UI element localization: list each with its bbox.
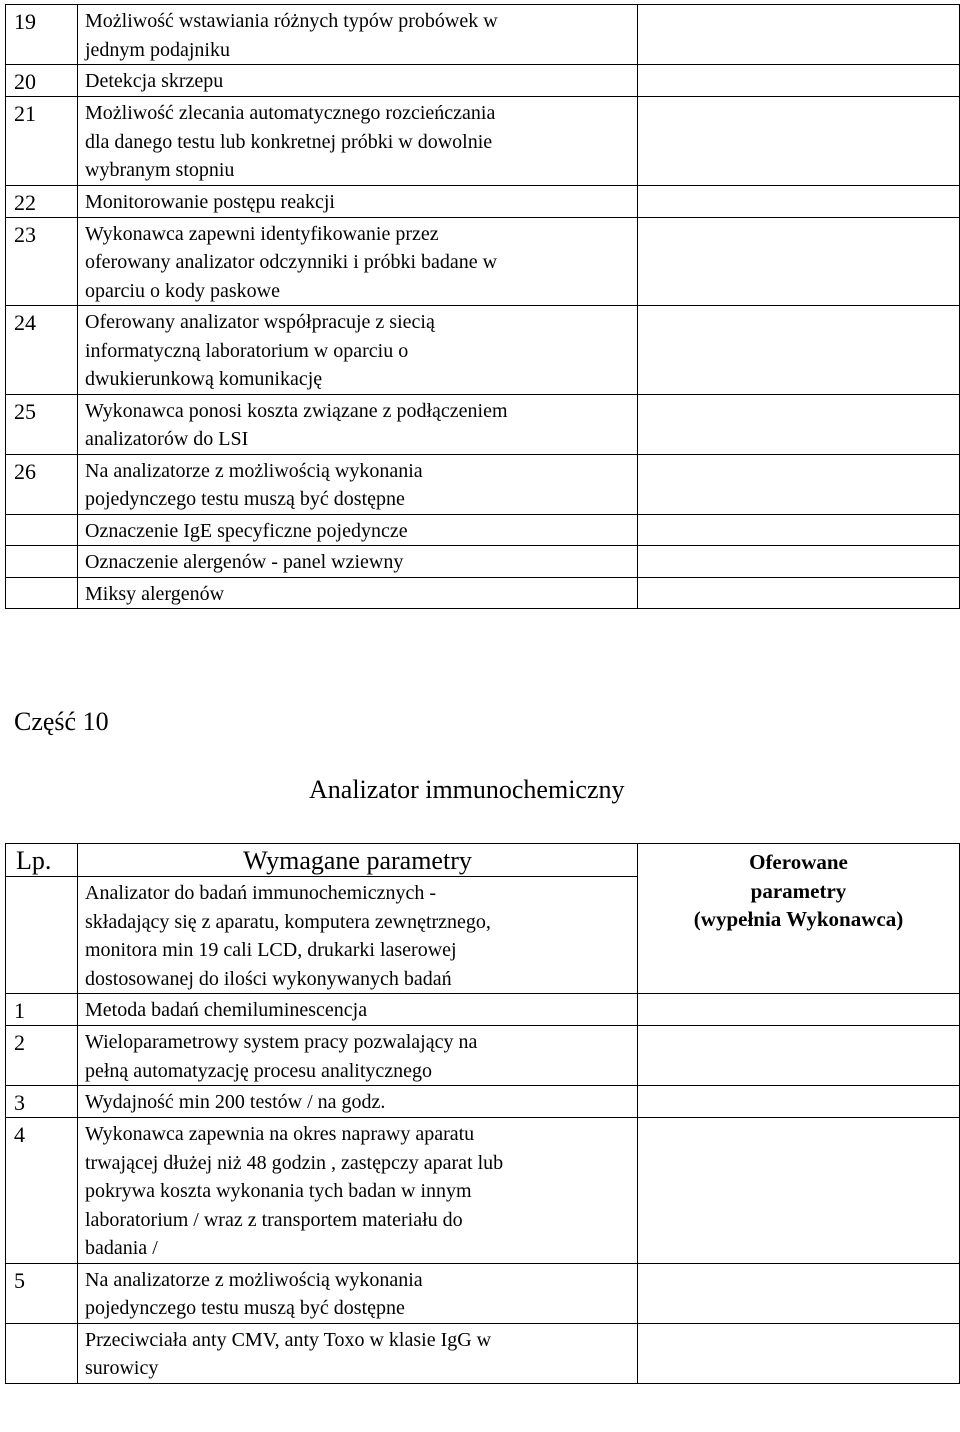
requirement-line: składający się z aparatu, komputera zewnętrznego,	[85, 910, 491, 933]
row-requirement	[78, 1118, 638, 1264]
offered-value-cell[interactable]	[638, 1026, 960, 1086]
requirement-line: Przeciwciała anty CMV, anty Toxo w klasie IgG w	[85, 1328, 492, 1351]
row-requirement	[78, 454, 638, 514]
requirement-line: Możliwość wstawiania różnych typów probówek w	[85, 10, 498, 32]
row-requirement	[78, 306, 638, 395]
row-requirement	[78, 514, 638, 546]
row-number	[6, 514, 78, 546]
requirement-line: Wieloparametrowy system pracy pozwalający na	[85, 1031, 478, 1053]
header-offered-line: parametry	[750, 878, 847, 903]
table-row	[6, 5, 960, 65]
row-number: 24	[6, 306, 78, 395]
table-row	[6, 1263, 960, 1323]
offered-value-cell[interactable]	[638, 994, 960, 1026]
table-row	[6, 577, 960, 609]
table-row	[6, 217, 960, 306]
requirement-line: laboratorium / wraz z transportem materiału do	[85, 1208, 463, 1231]
requirement-line: Miksy alergenów	[85, 582, 225, 605]
header-offered-line: (wypełnia Wykonawca)	[693, 907, 904, 931]
offered-value-cell[interactable]	[638, 1323, 960, 1383]
table-row	[6, 454, 960, 514]
table-row	[6, 65, 960, 97]
offered-value-cell[interactable]	[638, 65, 960, 97]
table-row	[6, 394, 960, 454]
header-required-parameters: Wymagane parametry	[78, 844, 638, 877]
table-row	[6, 514, 960, 546]
requirement-line: Detekcja skrzepu	[85, 70, 224, 92]
requirement-line: Analizator do badań immunochemicznych -	[85, 882, 436, 904]
row-number: 26	[6, 454, 78, 514]
row-requirement	[78, 185, 638, 217]
offered-value-cell[interactable]	[638, 185, 960, 217]
offered-value-cell[interactable]	[638, 217, 960, 306]
table-row	[6, 97, 960, 186]
requirements-table-part-10	[5, 843, 960, 1384]
requirement-line: Oznaczenie IgE specyficzne pojedyncze	[85, 519, 408, 542]
row-requirement	[78, 1086, 638, 1118]
header-lp: Lp.	[6, 844, 78, 877]
requirement-line: Możliwość zlecania automatycznego rozcieńczania	[85, 102, 496, 124]
row-requirement	[78, 394, 638, 454]
row-requirement	[78, 5, 638, 65]
header-offered-line: Oferowane	[749, 850, 848, 874]
requirement-line: Monitorowanie postępu reakcji	[85, 190, 335, 213]
table-row	[6, 1323, 960, 1383]
requirement-line: badania /	[85, 1237, 158, 1259]
offered-value-cell[interactable]	[638, 1118, 960, 1264]
offered-value-cell[interactable]	[638, 5, 960, 65]
requirement-line: Na analizatorze z możliwością wykonania	[85, 1268, 423, 1291]
requirement-line: jednym podajniku	[85, 38, 230, 61]
row-number: 22	[6, 185, 78, 217]
offered-value-cell[interactable]	[638, 1263, 960, 1323]
row-number: 25	[6, 394, 78, 454]
offered-value-cell[interactable]	[638, 394, 960, 454]
requirement-line: dla danego testu lub konkretnej próbki w dowolnie	[85, 130, 493, 153]
requirement-line: Metoda badań chemiluminescencja	[85, 999, 368, 1021]
requirement-line: surowicy	[85, 1357, 159, 1379]
requirement-line: analizatorów do LSI	[85, 428, 249, 450]
offered-value-cell[interactable]	[638, 306, 960, 395]
table-row	[6, 306, 960, 395]
section-title: Część 10	[14, 707, 109, 736]
requirement-line: Wykonawca zapewni identyfikowanie przez	[85, 222, 439, 245]
requirement-line: Na analizatorze z możliwością wykonania	[85, 459, 423, 482]
requirement-line: pojedynczego testu muszą być dostępne	[85, 1297, 405, 1319]
requirement-line: Oferowany analizator współpracuje z siecią	[85, 311, 435, 333]
row-number: 23	[6, 217, 78, 306]
row-number	[6, 577, 78, 609]
offered-value-cell[interactable]	[638, 454, 960, 514]
row-number	[6, 877, 78, 994]
requirement-line: dostosowanej do ilości wykonywanych badań	[85, 967, 452, 990]
requirement-line: pełną automatyzację procesu analitycznego	[85, 1059, 433, 1082]
requirement-line: oparciu o kody paskowe	[85, 279, 280, 302]
row-requirement	[78, 1263, 638, 1323]
row-requirement	[78, 877, 638, 994]
requirement-line: informatyczną laboratorium w oparciu o	[85, 339, 409, 362]
offered-value-cell[interactable]	[638, 1086, 960, 1118]
offered-value-cell[interactable]	[638, 546, 960, 578]
row-number	[6, 546, 78, 578]
requirement-line: wybranym stopniu	[85, 159, 235, 181]
requirement-line: dwukierunkową komunikację	[85, 368, 323, 390]
row-requirement	[78, 65, 638, 97]
row-requirement	[78, 1323, 638, 1383]
table-row	[6, 1118, 960, 1264]
header-offered-parameters	[638, 844, 960, 994]
table-row	[6, 1026, 960, 1086]
offered-value-cell[interactable]	[638, 97, 960, 186]
table-row	[6, 546, 960, 578]
requirement-line: monitora min 19 cali LCD, drukarki laserowej	[85, 939, 457, 961]
table-row	[6, 185, 960, 217]
row-number: 1	[6, 994, 78, 1026]
requirement-line: trwającej dłużej niż 48 godzin , zastępczy aparat lub	[85, 1151, 504, 1174]
analyzer-title: Analizator immunochemiczny	[309, 775, 625, 804]
row-requirement	[78, 217, 638, 306]
offered-value-cell[interactable]	[638, 577, 960, 609]
row-number: 4	[6, 1118, 78, 1264]
requirement-line: pokrywa koszta wykonania tych badan w innym	[85, 1180, 472, 1202]
row-number: 3	[6, 1086, 78, 1118]
requirement-line: Wydajność min 200 testów / na godz.	[85, 1091, 386, 1113]
requirement-line: Wykonawca ponosi koszta związane z podłączeniem	[85, 399, 508, 422]
row-requirement	[78, 97, 638, 186]
requirement-line: oferowany analizator odczynniki i próbki badane w	[85, 251, 498, 273]
table-row	[6, 994, 960, 1026]
requirement-line: pojedynczego testu muszą być dostępne	[85, 488, 405, 510]
row-requirement	[78, 577, 638, 609]
row-number: 2	[6, 1026, 78, 1086]
row-number: 5	[6, 1263, 78, 1323]
row-requirement	[78, 1026, 638, 1086]
requirement-line: Oznaczenie alergenów - panel wziewny	[85, 551, 404, 573]
row-number: 19	[6, 5, 78, 65]
row-number: 21	[6, 97, 78, 186]
row-requirement	[78, 546, 638, 578]
requirements-table-part-9	[5, 4, 960, 609]
table-row	[6, 1086, 960, 1118]
row-requirement	[78, 994, 638, 1026]
row-number	[6, 1323, 78, 1383]
table-header-row	[6, 844, 960, 877]
row-number: 20	[6, 65, 78, 97]
offered-value-cell[interactable]	[638, 514, 960, 546]
requirement-line: Wykonawca zapewnia na okres naprawy aparatu	[85, 1123, 475, 1145]
